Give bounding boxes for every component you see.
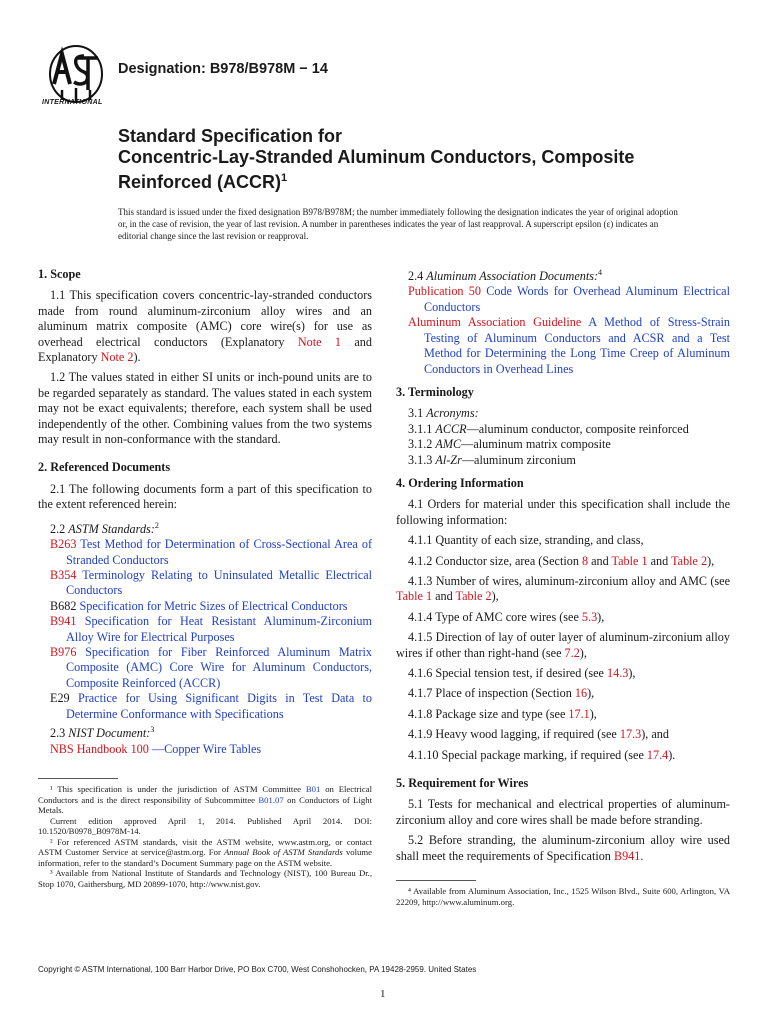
o9a: 4.1.9 Heavy wood lagging, if required (see xyxy=(408,727,620,742)
o9b: ), and xyxy=(641,727,669,742)
fn2-b: volume information, refer to the standard’s Document Summary page on the ASTM website. xyxy=(38,847,373,868)
term-definition: —aluminum matrix composite xyxy=(461,437,611,452)
table-2-link[interactable]: Table 2 xyxy=(455,589,492,604)
page-title xyxy=(118,126,678,193)
w2a: 5.2 Before stranding, the aluminum-zirconium alloy wire used shall meet the requirements of Specification xyxy=(396,833,730,863)
term-number: 3.1.1 xyxy=(408,421,436,436)
note-2-link[interactable]: Note 2 xyxy=(100,350,134,365)
wires-paragraph-1: 5.1 Tests for mechanical and electrical properties of aluminum-zirconium alloy and core wires shall be made before stranding. xyxy=(396,797,730,827)
fn1-c: on Conductors of Light Metals. xyxy=(38,794,372,815)
aa-reference-list xyxy=(396,284,730,376)
w2b: . xyxy=(640,848,644,863)
reference-item xyxy=(38,614,372,645)
title-line-3-text: Reinforced (ACCR) xyxy=(118,172,282,192)
section-referenced-heading: 2. Referenced Documents xyxy=(38,460,171,475)
o4b: ), xyxy=(597,609,605,624)
title-line-1: Standard Specification for xyxy=(118,126,343,146)
o6b: ), xyxy=(628,666,636,680)
reference-title-link[interactable]: Practice for Using Significant Digits in Test Data to Determine Conformance with Specifications xyxy=(66,691,372,721)
ordering-4-1-1: 4.1.1 Quantity of each size, stranding, and class, xyxy=(408,533,644,548)
aa-sup: 4 xyxy=(598,268,603,277)
scope-p1-text: 1.1 This specification covers concentric-lay-stranded conductors made from round aluminum-zirconium alloy wires and an aluminum matrix composite (AMC) core wire(s) for use as overhead electrical conductors (Explanatory xyxy=(38,288,372,349)
fn1-b: on Electrical Conductors and is the direct responsibility of Subcommittee xyxy=(38,784,372,805)
reference-title-link[interactable]: Terminology Relating to Uninsulated Metallic Electrical Conductors xyxy=(66,567,373,598)
section-17-3-link[interactable]: 17.3 xyxy=(619,727,642,742)
fn2-italic: Annual Book of ASTM Standards xyxy=(224,847,343,857)
reference-item xyxy=(38,645,372,691)
footnote-rule xyxy=(38,778,118,779)
reference-title-link[interactable]: Specification for Fiber Reinforced Aluminum Matrix Composite (AMC) Core Wire for Aluminum Conductors, Composite Reinforced (ACCR) xyxy=(66,645,372,690)
committee-b01-link[interactable]: B01 xyxy=(305,784,321,794)
o3a: 4.1.3 Number of wires, aluminum-zirconium alloy and AMC (see xyxy=(408,573,730,588)
astm-sup: 2 xyxy=(154,520,159,530)
terminology-item xyxy=(396,453,730,468)
reference-title-link[interactable]: Specification for Metric Sizes of Electrical Conductors xyxy=(79,598,348,613)
ordering-4-1-9 xyxy=(396,727,730,742)
term-acronym: AMC xyxy=(435,437,462,452)
reference-item xyxy=(396,315,730,377)
reference-item xyxy=(38,599,372,614)
reference-item xyxy=(38,568,372,599)
standard-notice: This standard is issued under the fixed designation B978/B978M; the number immediately following the designation indicates the year of original adoption or, in the case of revision, the year of last revision. A number in parentheses indicates the year of last reapproval. A superscript epsilon (ε) indicates an editorial change since the last revision or reapproval. xyxy=(118,207,678,241)
logo-text: INTERNATIONAL xyxy=(42,99,103,106)
reference-title-link[interactable]: A Method of Stress-Strain Testing of Aluminum Conductors and ACSR and a Test Method for Determining the Long Time Creep of Aluminum Conductors in Overhead Lines xyxy=(424,315,731,376)
table-2-link[interactable]: Table 2 xyxy=(671,553,708,568)
reference-item xyxy=(38,691,372,722)
section-terminology-heading: 3. Terminology xyxy=(396,384,474,399)
footnotes-right xyxy=(396,886,730,907)
table-1-link[interactable]: Table 1 xyxy=(396,589,433,604)
reference-code-link[interactable]: Aluminum Association Guideline xyxy=(408,315,582,330)
section-wires-heading: 5. Requirement for Wires xyxy=(396,776,529,791)
section-16-link[interactable]: 16 xyxy=(574,686,588,701)
note-1-link[interactable]: Note 1 xyxy=(297,334,342,349)
ordering-4-1-6 xyxy=(396,666,730,681)
reference-title-link[interactable]: Test Method for Determination of Cross-Sectional Area of Stranded Conductors xyxy=(66,537,373,567)
nbs-reference xyxy=(38,742,372,757)
acr-italic: Acronyms: xyxy=(426,406,479,421)
astm-label-italic: ASTM Standards: xyxy=(68,521,155,536)
scope-paragraph-2: 1.2 The values stated in either SI units or inch-pound units are to be regarded separately as standard. The values stated in each system may not be exact equivalents; therefore, each system shall be used independently of the other. Combining values from the two systems may result in non-conformance with the standard. xyxy=(38,370,372,447)
reference-title-link[interactable]: Specification for Heat Resistant Aluminum-Zirconium Alloy Wire for Electrical Purposes xyxy=(66,614,372,644)
scope-p1-mid: and Explanatory xyxy=(38,334,372,365)
o3b: and xyxy=(432,589,456,604)
section-scope-heading: 1. Scope xyxy=(38,267,81,281)
ordering-4-1-5 xyxy=(396,630,730,661)
terminology-item xyxy=(396,437,730,452)
reference-item xyxy=(38,537,372,568)
subcommittee-link[interactable]: B01.07 xyxy=(258,794,284,805)
footnote-1 xyxy=(38,784,372,816)
term-acronym: ACCR xyxy=(435,421,467,436)
o2b: and xyxy=(588,553,612,568)
footnote-1-edition: Current edition approved April 1, 2014. Published April 2014. DOI: 10.1520/B0978_B0978M-14. xyxy=(38,815,372,836)
footnote-3: ³ Available from National Institute of Standards and Technology (NIST), 100 Bureau Dr., Stop 1070, Gaithersburg, MD 20899-1070, http://www.nist.gov. xyxy=(38,868,372,889)
reference-code-link[interactable]: B976 xyxy=(50,645,77,659)
o2d: ), xyxy=(707,553,715,568)
term-number: 3.1.3 xyxy=(408,452,436,467)
section-17-1-link[interactable]: 17.1 xyxy=(568,706,590,721)
fn1-a: ¹ This specification is under the jurisdiction of ASTM Committee xyxy=(50,784,306,794)
referenced-intro: 2.1 The following documents form a part of this specification to the extent referenced herein: xyxy=(38,481,372,512)
aluminum-association-label xyxy=(396,265,730,284)
o10a: 4.1.10 Special package marking, if required (see xyxy=(408,747,647,762)
o8b: ), xyxy=(589,706,597,721)
section-7-2-link[interactable]: 7.2 xyxy=(564,645,580,660)
section-8-link[interactable]: 8 xyxy=(581,553,589,568)
o7b: ), xyxy=(587,686,595,701)
o2a: 4.1.2 Conductor size, area (Section xyxy=(408,553,582,568)
fn2-a: ² For referenced ASTM standards, visit the ASTM website, www.astm.org, or contact ASTM Customer Service at service@astm.org. For xyxy=(38,836,372,857)
o5a: 4.1.5 Direction of lay of outer layer of aluminum-zirconium alloy wires if other than right-hand (see xyxy=(396,630,730,660)
reference-code-link[interactable]: B682 xyxy=(50,598,77,613)
title-line-3 xyxy=(118,168,678,193)
reference-item xyxy=(396,284,730,315)
aa-label-italic: Aluminum Association Documents: xyxy=(426,269,599,284)
reference-code-link[interactable]: B263 xyxy=(50,537,77,552)
reference-title-link[interactable]: Code Words for Overhead Aluminum Electrical Conductors xyxy=(424,284,730,314)
footnote-2 xyxy=(38,837,372,869)
reference-code-link[interactable]: Publication 50 xyxy=(408,284,481,299)
term-definition: —aluminum zirconium xyxy=(461,452,576,467)
left-column xyxy=(38,267,372,757)
o3c: ), xyxy=(491,589,499,604)
astm-reference-list xyxy=(38,537,372,722)
footnotes-left xyxy=(38,784,372,889)
astm-standards-label xyxy=(38,518,372,537)
ordering-4-1-3 xyxy=(396,574,730,605)
footnote-rule-right xyxy=(396,880,476,881)
nist-label-italic: NIST Document: xyxy=(68,726,151,741)
scope-p1-end: ). xyxy=(133,350,141,365)
section-ordering-heading: 4. Ordering Information xyxy=(396,475,524,490)
terminology-list xyxy=(396,422,730,468)
nist-label-num: 2.3 xyxy=(50,726,69,741)
ordering-intro: 4.1 Orders for material under this specification shall include the following information: xyxy=(396,497,730,527)
o6a: 4.1.6 Special tension test, if desired (see xyxy=(408,666,608,680)
section-17-4-link[interactable]: 17.4 xyxy=(646,747,669,762)
o2c: and xyxy=(647,553,672,568)
nbs-code-link[interactable]: NBS Handbook 100 xyxy=(50,741,149,756)
term-definition: —aluminum conductor, composite reinforced xyxy=(466,421,689,436)
astm-label-num: 2.2 xyxy=(50,521,69,536)
nist-sup: 3 xyxy=(150,725,155,735)
astm-logo xyxy=(40,44,112,110)
ordering-4-1-7 xyxy=(396,686,730,701)
term-acronym: Al-Zr xyxy=(435,452,462,467)
wires-paragraph-2 xyxy=(396,833,730,864)
reference-code-link[interactable]: E29 xyxy=(50,691,70,706)
nist-document-label xyxy=(38,722,372,741)
o4a: 4.1.4 Type of AMC core wires (see xyxy=(408,609,582,624)
o5b: ), xyxy=(579,645,587,660)
footnote-4: ⁴ Available from Aluminum Association, Inc., 1525 Wilson Blvd., Suite 600, Arlington, VA 22209, http://www.aluminum.org. xyxy=(396,886,730,907)
ordering-4-1-2 xyxy=(396,554,730,569)
title-line-2: Concentric-Lay-Stranded Aluminum Conductors, Composite xyxy=(118,147,635,167)
aa-label-num: 2.4 xyxy=(408,269,427,284)
o8a: 4.1.8 Package size and type (see xyxy=(408,706,569,721)
section-5-3-link[interactable]: 5.3 xyxy=(581,609,598,624)
ordering-4-1-4 xyxy=(396,610,730,625)
section-14-3-link[interactable]: 14.3 xyxy=(607,666,629,680)
terminology-item xyxy=(396,422,730,437)
nbs-title-link[interactable]: —Copper Wire Tables xyxy=(148,741,262,756)
reference-code-link[interactable]: B354 xyxy=(50,567,77,582)
designation: Designation: B978/B978M − 14 xyxy=(118,61,328,77)
scope-paragraph-1 xyxy=(38,288,372,365)
right-column xyxy=(396,265,730,869)
o7a: 4.1.7 Place of inspection (Section xyxy=(408,686,575,701)
acronyms-label xyxy=(396,406,730,421)
ordering-4-1-8 xyxy=(396,707,730,722)
copyright: Copyright © ASTM International, 100 Barr Harbor Drive, PO Box C700, West Conshohocken, PA 19428-2959. United States xyxy=(38,965,477,974)
term-number: 3.1.2 xyxy=(408,437,436,452)
acr-num: 3.1 xyxy=(408,406,427,421)
b941-link[interactable]: B941 xyxy=(613,848,641,863)
page-number: 1 xyxy=(380,988,386,1000)
o10b: ). xyxy=(668,747,676,762)
ordering-4-1-10 xyxy=(396,748,730,763)
table-1-link[interactable]: Table 1 xyxy=(611,553,648,568)
reference-code-link[interactable]: B941 xyxy=(50,614,77,629)
title-footnote-mark[interactable]: 1 xyxy=(281,172,288,184)
